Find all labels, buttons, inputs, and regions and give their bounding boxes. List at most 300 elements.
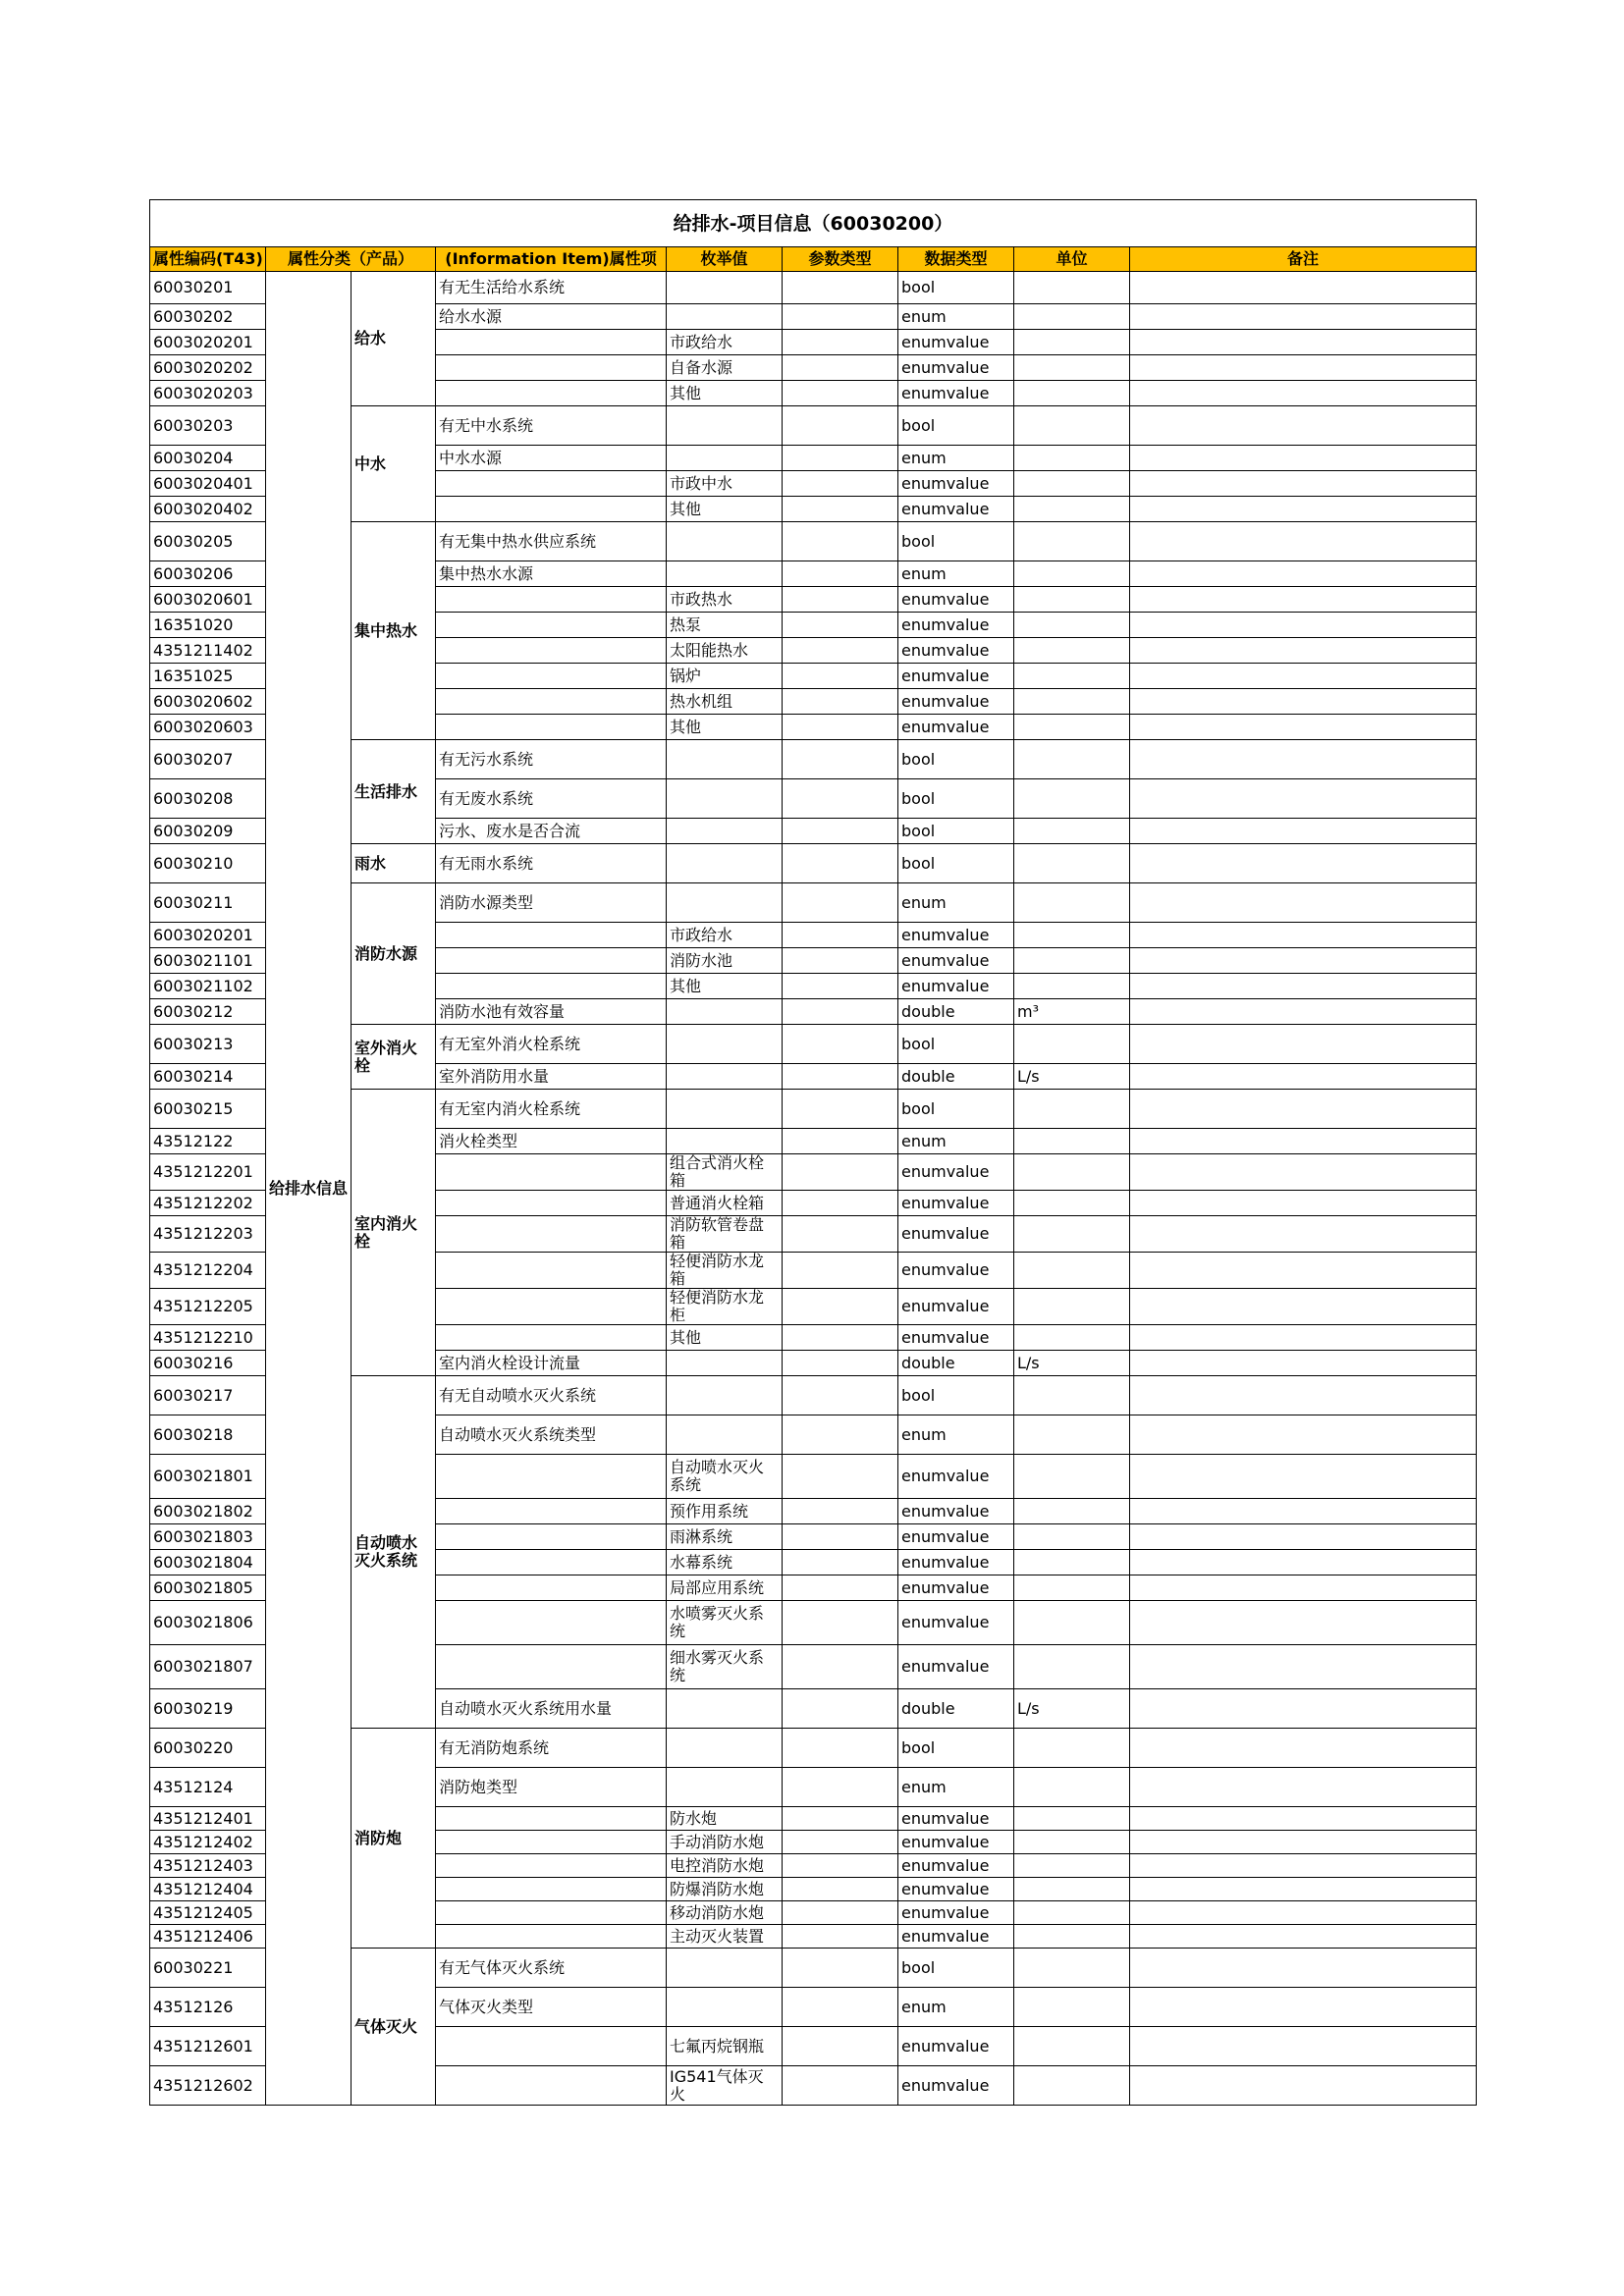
cell-unit	[1014, 1645, 1130, 1689]
cell-data-type: bool	[898, 1376, 1014, 1415]
cell-data-type: bool	[898, 844, 1014, 883]
cell-code: 6003021805	[150, 1575, 266, 1601]
cell-item	[436, 1645, 667, 1689]
cell-data-type: double	[898, 1064, 1014, 1090]
cell-enum: 消防水池	[667, 948, 783, 974]
cell-param-type	[783, 1025, 898, 1064]
cell-enum	[667, 1064, 783, 1090]
cell-data-type: enumvalue	[898, 1575, 1014, 1601]
cell-note	[1130, 948, 1477, 974]
cell-param-type	[783, 1807, 898, 1831]
cell-data-type: enumvalue	[898, 2066, 1014, 2106]
cell-enum: 局部应用系统	[667, 1575, 783, 1601]
cell-item	[436, 497, 667, 522]
cell-code: 60030202	[150, 304, 266, 330]
cell-enum: 太阳能热水	[667, 638, 783, 664]
cell-item	[436, 2066, 667, 2106]
cell-code: 6003020602	[150, 689, 266, 715]
cell-code: 60030215	[150, 1090, 266, 1129]
cell-item: 消防水源类型	[436, 883, 667, 923]
cell-item: 有无废水系统	[436, 779, 667, 819]
cell-item	[436, 1601, 667, 1645]
cell-data-type: bool	[898, 1949, 1014, 1988]
cell-enum: 其他	[667, 974, 783, 999]
cell-item	[436, 471, 667, 497]
cell-data-type: enum	[898, 304, 1014, 330]
cell-data-type: double	[898, 1689, 1014, 1729]
cell-unit	[1014, 381, 1130, 406]
header-code: 属性编码(T43)	[150, 247, 266, 272]
cell-code: 43512126	[150, 1988, 266, 2027]
cell-enum: IG541气体灭火	[667, 2066, 783, 2106]
cell-note	[1130, 1154, 1477, 1191]
cell-data-type: bool	[898, 740, 1014, 779]
cell-unit	[1014, 613, 1130, 638]
cell-unit	[1014, 1901, 1130, 1925]
cell-item	[436, 1854, 667, 1878]
cell-code: 6003020603	[150, 715, 266, 740]
cell-enum: 防水炮	[667, 1807, 783, 1831]
cell-item	[436, 587, 667, 613]
cell-note	[1130, 1768, 1477, 1807]
cell-param-type	[783, 522, 898, 561]
cell-data-type: enum	[898, 883, 1014, 923]
cell-enum	[667, 522, 783, 561]
cell-data-type: enumvalue	[898, 1854, 1014, 1878]
cell-unit: L/s	[1014, 1689, 1130, 1729]
cell-note	[1130, 561, 1477, 587]
cell-data-type: enumvalue	[898, 1325, 1014, 1351]
group-cell: 中水	[352, 406, 436, 522]
cell-param-type	[783, 1949, 898, 1988]
cell-item	[436, 1901, 667, 1925]
cell-data-type: enum	[898, 1988, 1014, 2027]
cell-enum	[667, 1376, 783, 1415]
group-cell: 给水	[352, 272, 436, 406]
cell-data-type: enumvalue	[898, 664, 1014, 689]
cell-item: 集中热水水源	[436, 561, 667, 587]
cell-unit	[1014, 1129, 1130, 1154]
header-row	[150, 247, 1477, 272]
cell-item	[436, 715, 667, 740]
cell-enum: 移动消防水炮	[667, 1901, 783, 1925]
cell-note	[1130, 1901, 1477, 1925]
cell-param-type	[783, 948, 898, 974]
cell-note	[1130, 406, 1477, 446]
cell-item: 给水水源	[436, 304, 667, 330]
cell-unit	[1014, 883, 1130, 923]
cell-unit	[1014, 561, 1130, 587]
cell-note	[1130, 1575, 1477, 1601]
cell-enum: 市政中水	[667, 471, 783, 497]
cell-enum	[667, 819, 783, 844]
cell-enum: 其他	[667, 715, 783, 740]
cell-code: 60030219	[150, 1689, 266, 1729]
cell-unit	[1014, 1949, 1130, 1988]
cell-item	[436, 1550, 667, 1575]
cell-item: 有无污水系统	[436, 740, 667, 779]
cell-unit	[1014, 497, 1130, 522]
cell-item: 自动喷水灭火系统用水量	[436, 1689, 667, 1729]
cell-item	[436, 613, 667, 638]
cell-item: 室外消防用水量	[436, 1064, 667, 1090]
cell-unit	[1014, 471, 1130, 497]
group-cell: 生活排水	[352, 740, 436, 844]
cell-param-type	[783, 2066, 898, 2106]
cell-unit	[1014, 948, 1130, 974]
cell-param-type	[783, 1645, 898, 1689]
cell-note	[1130, 1064, 1477, 1090]
cell-note	[1130, 272, 1477, 304]
cell-enum	[667, 1129, 783, 1154]
cell-item	[436, 355, 667, 381]
cell-param-type	[783, 406, 898, 446]
cell-enum: 轻便消防水龙柜	[667, 1289, 783, 1325]
cell-code: 6003020601	[150, 587, 266, 613]
cell-item	[436, 2027, 667, 2066]
table-title: 给排水-项目信息（60030200）	[150, 200, 1477, 247]
cell-item: 有无气体灭火系统	[436, 1949, 667, 1988]
cell-data-type: enumvalue	[898, 1191, 1014, 1216]
cell-item	[436, 1575, 667, 1601]
cell-note	[1130, 2066, 1477, 2106]
cell-enum	[667, 1689, 783, 1729]
cell-code: 60030214	[150, 1064, 266, 1090]
cell-unit	[1014, 844, 1130, 883]
cell-unit: L/s	[1014, 1064, 1130, 1090]
group-cell: 消防炮	[352, 1729, 436, 1949]
cell-note	[1130, 1129, 1477, 1154]
cell-param-type	[783, 1191, 898, 1216]
cell-note	[1130, 883, 1477, 923]
cell-enum	[667, 844, 783, 883]
cell-item	[436, 330, 667, 355]
cell-data-type: bool	[898, 1025, 1014, 1064]
cell-code: 60030211	[150, 883, 266, 923]
cell-enum: 普通消火栓箱	[667, 1191, 783, 1216]
cell-item: 有无自动喷水灭火系统	[436, 1376, 667, 1415]
cell-param-type	[783, 1901, 898, 1925]
cell-code: 16351020	[150, 613, 266, 638]
cell-note	[1130, 923, 1477, 948]
cell-item	[436, 664, 667, 689]
cell-note	[1130, 330, 1477, 355]
cell-code: 4351212210	[150, 1325, 266, 1351]
cell-param-type	[783, 1455, 898, 1499]
cell-item: 消防水池有效容量	[436, 999, 667, 1025]
cell-param-type	[783, 330, 898, 355]
cell-data-type: bool	[898, 819, 1014, 844]
cell-enum: 轻便消防水龙箱	[667, 1253, 783, 1289]
cell-code: 60030206	[150, 561, 266, 587]
header-note: 备注	[1130, 247, 1477, 272]
cell-data-type: enumvalue	[898, 1645, 1014, 1689]
cell-unit	[1014, 355, 1130, 381]
group-cell: 雨水	[352, 844, 436, 883]
cell-data-type: enumvalue	[898, 330, 1014, 355]
cell-note	[1130, 1925, 1477, 1949]
cell-enum: 主动灭火装置	[667, 1925, 783, 1949]
cell-unit	[1014, 715, 1130, 740]
cell-code: 6003020203	[150, 381, 266, 406]
cell-unit	[1014, 587, 1130, 613]
table-row	[150, 272, 1477, 304]
cell-data-type: enumvalue	[898, 381, 1014, 406]
cell-param-type	[783, 1325, 898, 1351]
cell-enum	[667, 1415, 783, 1455]
cell-code: 4351212204	[150, 1253, 266, 1289]
cell-param-type	[783, 974, 898, 999]
cell-note	[1130, 1455, 1477, 1499]
cell-item	[436, 689, 667, 715]
cell-note	[1130, 1415, 1477, 1455]
cell-unit	[1014, 1601, 1130, 1645]
cell-enum: 自备水源	[667, 355, 783, 381]
cell-note	[1130, 1253, 1477, 1289]
cell-enum: 水喷雾灭火系统	[667, 1601, 783, 1645]
cell-unit	[1014, 1550, 1130, 1575]
cell-unit	[1014, 974, 1130, 999]
cell-item	[436, 923, 667, 948]
cell-note	[1130, 471, 1477, 497]
cell-note	[1130, 819, 1477, 844]
cell-note	[1130, 587, 1477, 613]
cell-param-type	[783, 1064, 898, 1090]
cell-param-type	[783, 613, 898, 638]
cell-note	[1130, 1988, 1477, 2027]
cell-data-type: enumvalue	[898, 1878, 1014, 1901]
cell-code: 6003021806	[150, 1601, 266, 1645]
cell-note	[1130, 2027, 1477, 2066]
group-cell: 气体灭火	[352, 1949, 436, 2106]
cell-item: 自动喷水灭火系统类型	[436, 1415, 667, 1455]
cell-code: 60030212	[150, 999, 266, 1025]
cell-code: 4351212203	[150, 1216, 266, 1253]
cell-enum	[667, 304, 783, 330]
attribute-table	[149, 199, 1477, 2106]
cell-item	[436, 1524, 667, 1550]
cell-unit	[1014, 1807, 1130, 1831]
cell-data-type: enum	[898, 561, 1014, 587]
cell-item: 有无生活给水系统	[436, 272, 667, 304]
cell-enum	[667, 883, 783, 923]
cell-data-type: bool	[898, 522, 1014, 561]
cell-param-type	[783, 446, 898, 471]
cell-item: 有无中水系统	[436, 406, 667, 446]
cell-enum	[667, 561, 783, 587]
cell-item	[436, 1831, 667, 1854]
cell-code: 4351212205	[150, 1289, 266, 1325]
cell-unit	[1014, 1988, 1130, 2027]
cell-param-type	[783, 1154, 898, 1191]
cell-enum	[667, 1988, 783, 2027]
cell-param-type	[783, 1129, 898, 1154]
cell-param-type	[783, 587, 898, 613]
cell-enum: 热泵	[667, 613, 783, 638]
cell-code: 4351212602	[150, 2066, 266, 2106]
cell-param-type	[783, 1351, 898, 1376]
cell-code: 60030218	[150, 1415, 266, 1455]
cell-item	[436, 1455, 667, 1499]
cell-enum: 市政热水	[667, 587, 783, 613]
cell-data-type: enumvalue	[898, 1289, 1014, 1325]
cell-code: 16351025	[150, 664, 266, 689]
cell-unit	[1014, 2066, 1130, 2106]
cell-enum	[667, 999, 783, 1025]
cell-param-type	[783, 1601, 898, 1645]
cell-item: 有无集中热水供应系统	[436, 522, 667, 561]
cell-code: 60030201	[150, 272, 266, 304]
cell-data-type: bool	[898, 779, 1014, 819]
cell-data-type: double	[898, 999, 1014, 1025]
cell-item	[436, 1191, 667, 1216]
cell-data-type: enum	[898, 1768, 1014, 1807]
category-cell: 给排水信息	[266, 272, 352, 2106]
cell-unit	[1014, 272, 1130, 304]
cell-note	[1130, 1025, 1477, 1064]
cell-item: 有无室外消火栓系统	[436, 1025, 667, 1064]
cell-note	[1130, 1376, 1477, 1415]
cell-param-type	[783, 381, 898, 406]
cell-enum: 其他	[667, 381, 783, 406]
group-cell: 自动喷水灭火系统	[352, 1376, 436, 1729]
cell-item: 有无室内消火栓系统	[436, 1090, 667, 1129]
cell-data-type: enumvalue	[898, 689, 1014, 715]
cell-param-type	[783, 740, 898, 779]
cell-data-type: enumvalue	[898, 1216, 1014, 1253]
cell-code: 60030209	[150, 819, 266, 844]
cell-item	[436, 974, 667, 999]
cell-note	[1130, 1831, 1477, 1854]
cell-data-type: enumvalue	[898, 1499, 1014, 1524]
cell-code: 6003020202	[150, 355, 266, 381]
cell-data-type: enumvalue	[898, 1831, 1014, 1854]
cell-item: 中水水源	[436, 446, 667, 471]
cell-code: 6003020402	[150, 497, 266, 522]
cell-note	[1130, 1854, 1477, 1878]
cell-note	[1130, 1878, 1477, 1901]
cell-code: 6003020201	[150, 923, 266, 948]
group-cell: 集中热水	[352, 522, 436, 740]
cell-param-type	[783, 561, 898, 587]
cell-note	[1130, 1689, 1477, 1729]
cell-enum	[667, 1729, 783, 1768]
cell-item	[436, 1325, 667, 1351]
cell-note	[1130, 740, 1477, 779]
cell-enum: 消防软管卷盘箱	[667, 1216, 783, 1253]
cell-note	[1130, 522, 1477, 561]
cell-enum: 雨淋系统	[667, 1524, 783, 1550]
cell-param-type	[783, 1253, 898, 1289]
cell-item: 有无雨水系统	[436, 844, 667, 883]
cell-note	[1130, 355, 1477, 381]
cell-code: 4351212601	[150, 2027, 266, 2066]
cell-note	[1130, 613, 1477, 638]
cell-note	[1130, 1289, 1477, 1325]
cell-note	[1130, 638, 1477, 664]
cell-code: 4351212402	[150, 1831, 266, 1854]
cell-enum	[667, 1949, 783, 1988]
cell-unit	[1014, 1575, 1130, 1601]
cell-data-type: enumvalue	[898, 1901, 1014, 1925]
cell-code: 60030207	[150, 740, 266, 779]
cell-unit	[1014, 923, 1130, 948]
cell-unit	[1014, 2027, 1130, 2066]
cell-param-type	[783, 1689, 898, 1729]
header-data-type: 数据类型	[898, 247, 1014, 272]
cell-enum: 市政给水	[667, 330, 783, 355]
cell-note	[1130, 1191, 1477, 1216]
cell-param-type	[783, 1289, 898, 1325]
cell-data-type: enumvalue	[898, 1524, 1014, 1550]
cell-unit	[1014, 1253, 1130, 1289]
cell-unit	[1014, 1090, 1130, 1129]
cell-unit	[1014, 1455, 1130, 1499]
cell-code: 4351212406	[150, 1925, 266, 1949]
cell-note	[1130, 1550, 1477, 1575]
cell-enum	[667, 1768, 783, 1807]
cell-unit	[1014, 446, 1130, 471]
cell-note	[1130, 844, 1477, 883]
cell-data-type: bool	[898, 1729, 1014, 1768]
cell-code: 4351212401	[150, 1807, 266, 1831]
cell-code: 4351212403	[150, 1854, 266, 1878]
cell-data-type: enum	[898, 1415, 1014, 1455]
cell-item	[436, 948, 667, 974]
cell-data-type: enumvalue	[898, 1154, 1014, 1191]
cell-unit	[1014, 1854, 1130, 1878]
cell-note	[1130, 1524, 1477, 1550]
cell-data-type: double	[898, 1351, 1014, 1376]
cell-unit	[1014, 740, 1130, 779]
cell-param-type	[783, 471, 898, 497]
cell-enum: 市政给水	[667, 923, 783, 948]
cell-note	[1130, 664, 1477, 689]
cell-note	[1130, 999, 1477, 1025]
header-item: (Information Item)属性项	[436, 247, 667, 272]
cell-enum	[667, 446, 783, 471]
cell-code: 4351212201	[150, 1154, 266, 1191]
cell-unit	[1014, 1325, 1130, 1351]
cell-enum: 防爆消防水炮	[667, 1878, 783, 1901]
cell-code: 60030208	[150, 779, 266, 819]
cell-item	[436, 381, 667, 406]
cell-unit	[1014, 330, 1130, 355]
cell-enum	[667, 406, 783, 446]
cell-item: 室内消火栓设计流量	[436, 1351, 667, 1376]
cell-note	[1130, 304, 1477, 330]
cell-code: 6003021101	[150, 948, 266, 974]
cell-param-type	[783, 1216, 898, 1253]
cell-item	[436, 638, 667, 664]
cell-item	[436, 1807, 667, 1831]
cell-item	[436, 1154, 667, 1191]
cell-param-type	[783, 689, 898, 715]
cell-unit	[1014, 1191, 1130, 1216]
cell-note	[1130, 381, 1477, 406]
cell-note	[1130, 1645, 1477, 1689]
cell-data-type: enumvalue	[898, 948, 1014, 974]
cell-note	[1130, 1601, 1477, 1645]
cell-enum	[667, 740, 783, 779]
cell-code: 60030205	[150, 522, 266, 561]
cell-param-type	[783, 638, 898, 664]
cell-enum: 细水雾灭火系统	[667, 1645, 783, 1689]
cell-code: 6003021102	[150, 974, 266, 999]
cell-enum: 七氟丙烷钢瓶	[667, 2027, 783, 2066]
cell-param-type	[783, 1376, 898, 1415]
cell-note	[1130, 1090, 1477, 1129]
